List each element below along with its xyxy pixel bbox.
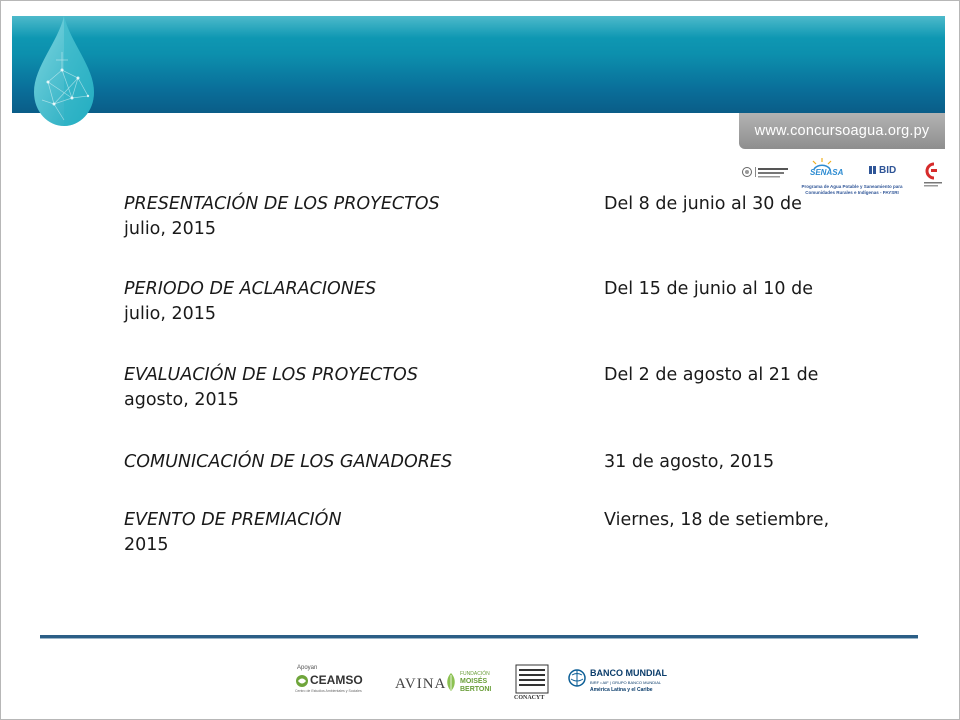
event-date: Del 2 de agosto al 21 de agosto, 2015 xyxy=(124,365,819,410)
event-title: COMUNICACIÓN DE LOS GANADORES xyxy=(124,452,453,472)
schedule-item xyxy=(124,363,844,413)
senasa-logo: SENASA xyxy=(810,168,844,177)
banco-mundial-logo: BANCO MUNDIAL xyxy=(590,668,667,678)
bertoni-leaf-icon xyxy=(445,672,457,692)
conacyt-emblem xyxy=(515,664,549,694)
water-drop-logo xyxy=(28,12,100,130)
event-date: 31 de agosto, 2015 xyxy=(604,452,775,472)
conacyt-logo: CONACYT xyxy=(514,695,545,701)
paysri-caption: Programa de Agua Potable y Saneamiento para Comunidades Rurales e Indígenas - PAYSRI xyxy=(801,184,903,195)
website-url[interactable]: www.concursoagua.org.py xyxy=(754,123,930,139)
website-url-tab[interactable] xyxy=(739,113,945,149)
ceamso-caption: Centro de Estudios Ambientales y Sociales xyxy=(295,689,362,693)
partner-logos-top xyxy=(738,156,944,196)
schedule-item xyxy=(124,508,844,558)
event-date: Del 15 de junio al 10 de julio, 2015 xyxy=(124,279,813,324)
banco-mundial-sub: BIRF • AIF | GRUPO BANCO MUNDIAL xyxy=(590,680,662,685)
globe-icon xyxy=(568,669,586,687)
sponsor-logos xyxy=(290,660,690,710)
footer-divider-shadow xyxy=(40,638,918,639)
schedule-item xyxy=(124,192,844,242)
bertoni-label: BERTONI xyxy=(460,686,492,693)
fundacion-label: FUNDACIÓN xyxy=(460,671,490,677)
schedule-item xyxy=(124,277,844,327)
banco-mundial-region: América Latina y el Caribe xyxy=(590,687,653,693)
event-title: PRESENTACIÓN DE LOS PROYECTOS xyxy=(124,194,440,214)
avina-logo: AVINA xyxy=(395,676,447,692)
event-date: Del 8 de junio al 30 de julio, 2015 xyxy=(124,194,802,239)
ceamso-icon xyxy=(295,674,309,688)
ceamso-logo: CEAMSO xyxy=(310,673,363,687)
event-title: EVENTO DE PREMIACIÓN xyxy=(124,510,342,530)
moises-label: MOISÉS xyxy=(460,678,488,685)
event-date: Viernes, 18 de setiembre, 2015 xyxy=(124,510,830,555)
header-highlight xyxy=(12,16,945,38)
bid-logo: BID xyxy=(879,165,897,176)
event-title: PERIODO DE ACLARACIONES xyxy=(124,279,377,299)
schedule-item xyxy=(124,450,774,475)
apoyan-label: Apoyan xyxy=(297,665,318,671)
event-title: EVALUACIÓN DE LOS PROYECTOS xyxy=(124,365,418,385)
